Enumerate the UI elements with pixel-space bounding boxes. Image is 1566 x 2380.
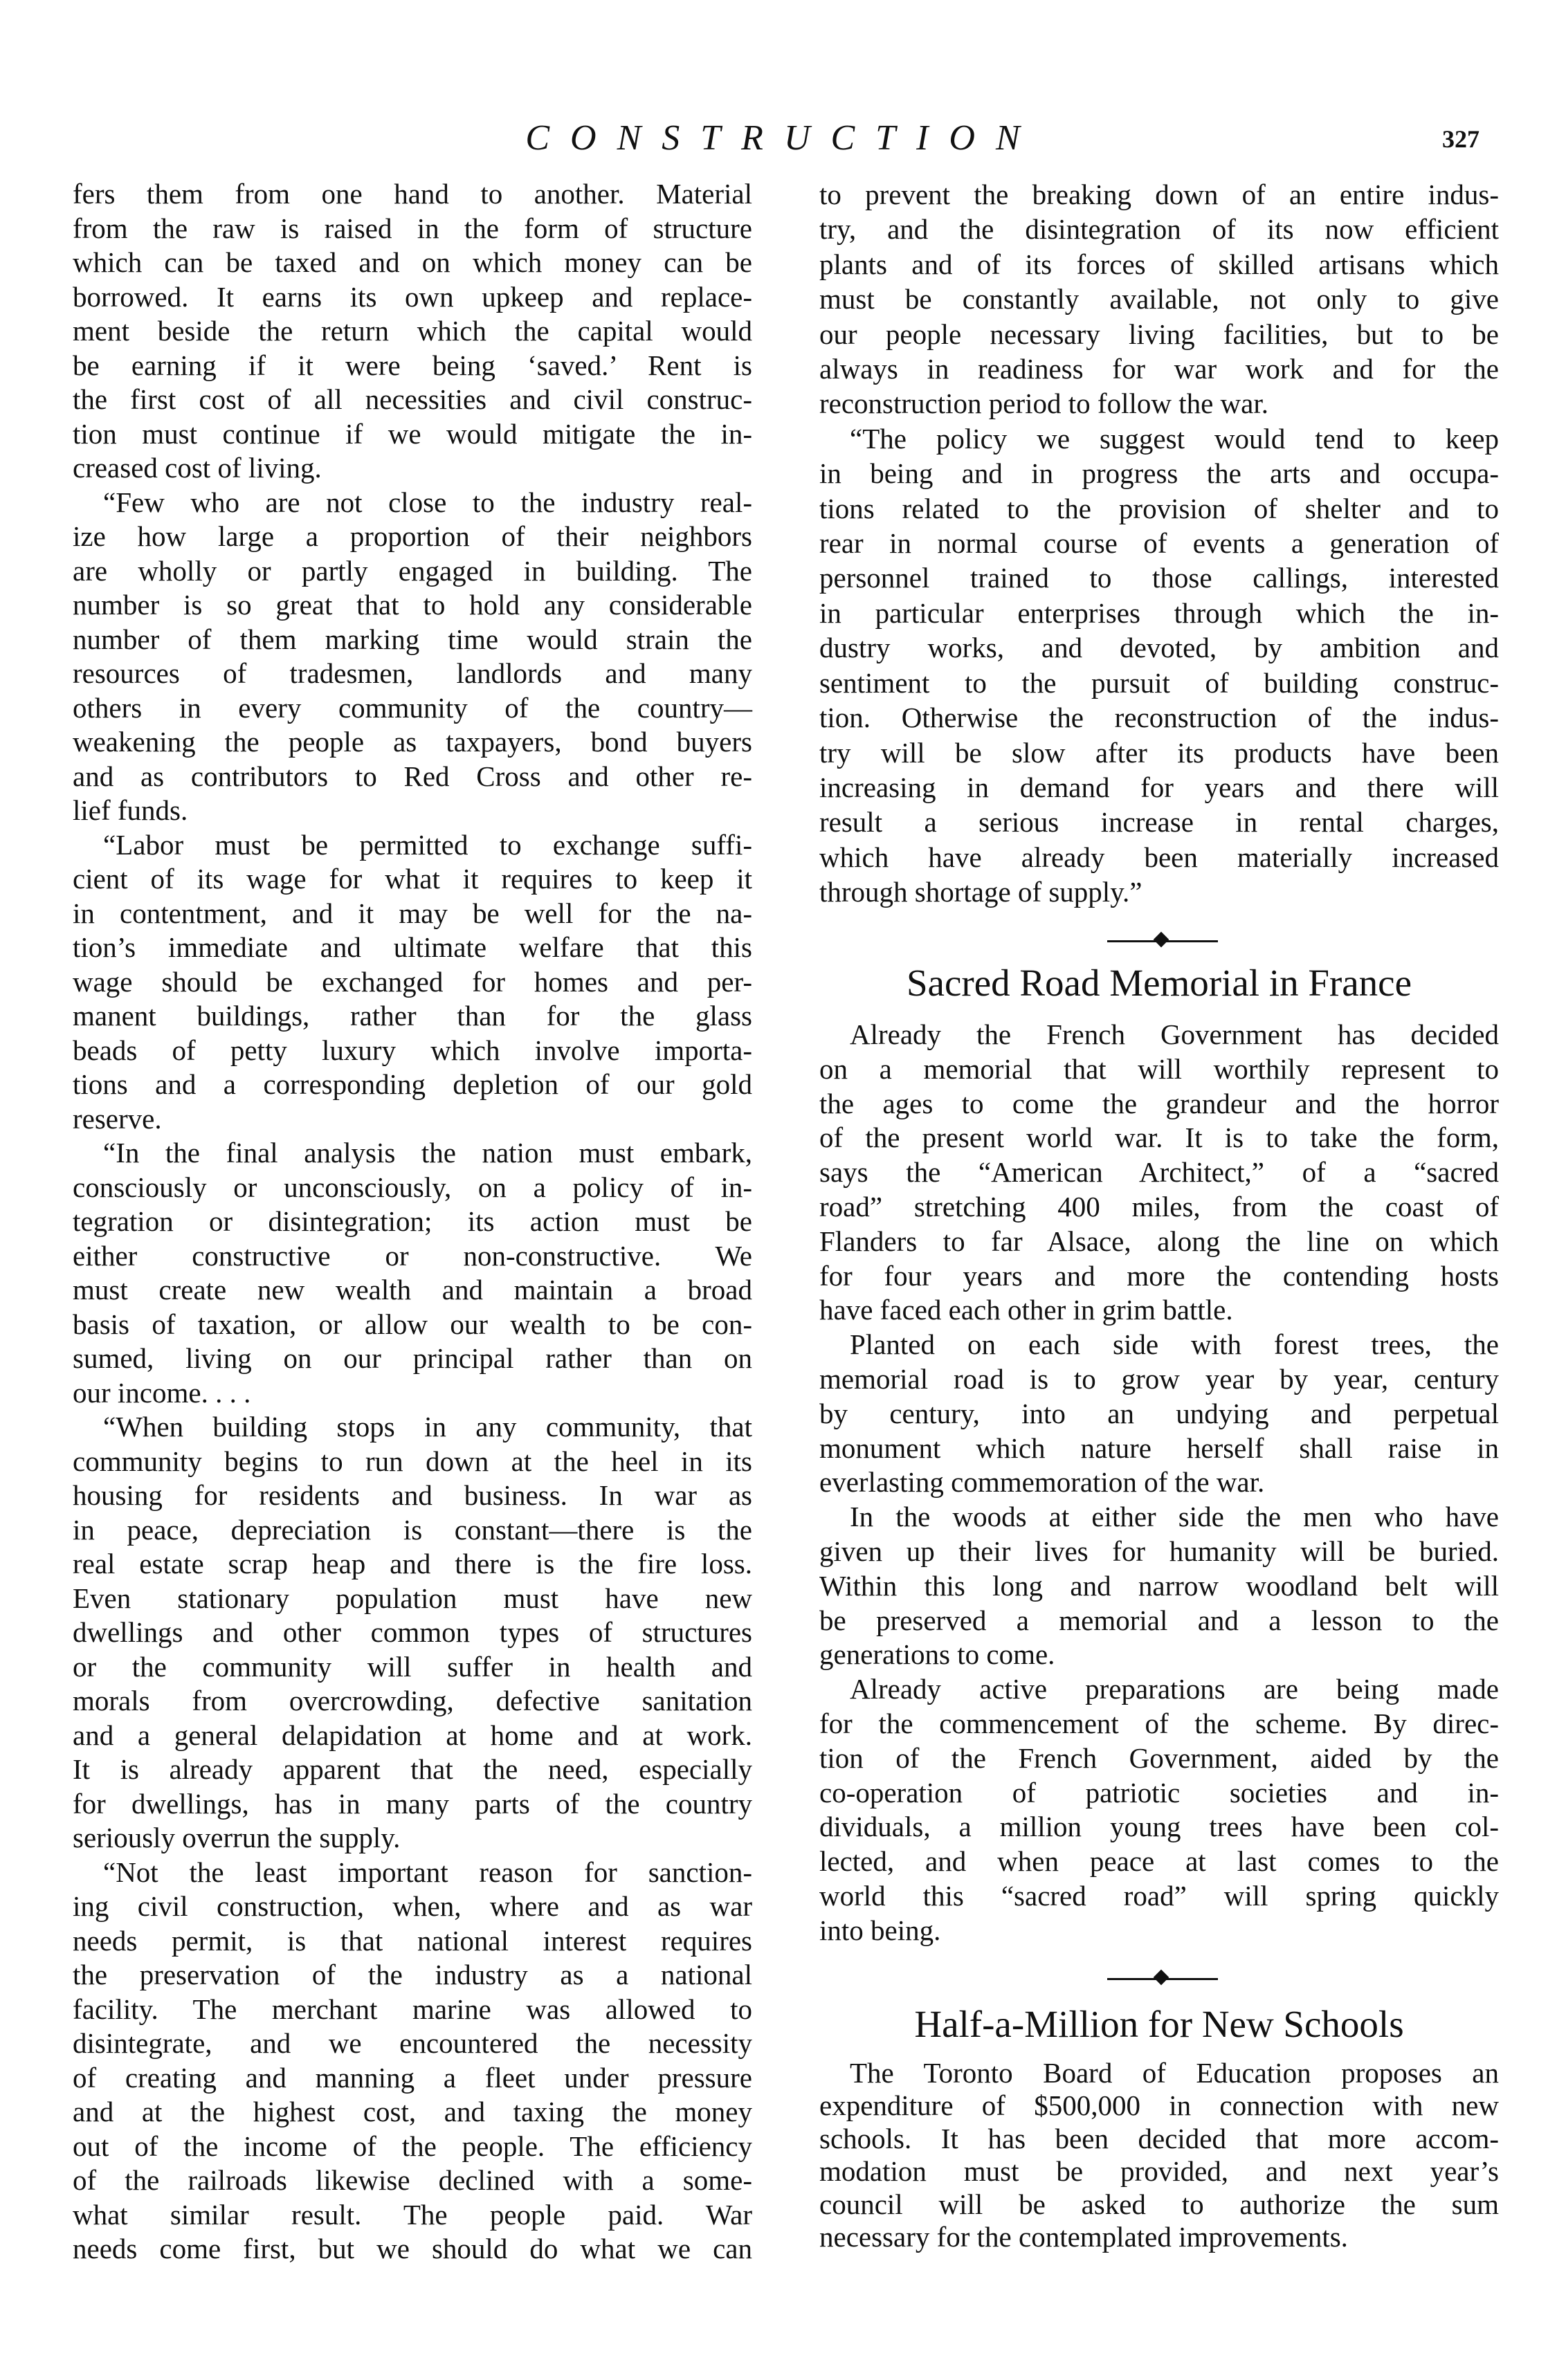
- text-line: everlasting commemoration of the war.: [819, 1466, 1265, 1499]
- article-body-new-schools: [819, 2057, 1499, 2253]
- text-line: monument which nature herself shall raise in: [819, 1431, 1499, 1464]
- text-line: world this “sacred road” will spring quickly: [819, 1879, 1499, 1912]
- text-line: says the “American Architect,” of a “sacred: [819, 1156, 1499, 1189]
- text-line: are wholly or partly engaged in building. The: [73, 554, 752, 587]
- text-line: and a general delapidation at home and at work.: [73, 1719, 752, 1751]
- text-line: generations to come.: [819, 1638, 1055, 1671]
- article-body-sacred-road: [819, 1018, 1499, 1948]
- text-line: given up their lives for humanity will be buried.: [819, 1535, 1499, 1567]
- text-line: what similar result. The people paid. War: [73, 2198, 752, 2231]
- page-number: 327: [1442, 125, 1479, 153]
- text-line: dwellings and other common types of structures: [73, 1616, 752, 1648]
- text-line: have faced each other in grim battle.: [819, 1294, 1233, 1326]
- text-line: sumed, living on our principal rather than on: [73, 1342, 752, 1374]
- text-line: tion must continue if we would mitigate the in-: [73, 417, 752, 450]
- text-line: “In the final analysis the nation must embark,: [103, 1137, 752, 1169]
- text-line: for four years and more the contending hosts: [819, 1259, 1499, 1292]
- text-line: personnel trained to those callings, interested: [819, 562, 1499, 594]
- paragraph: [819, 177, 1499, 421]
- text-line: in peace, depreciation is constant—there is the: [73, 1513, 752, 1546]
- paragraph: [819, 421, 1499, 910]
- text-line: ize how large a proportion of their neighbors: [73, 520, 752, 552]
- section-divider-ornament: [1107, 1975, 1218, 1982]
- text-line: number of them marking time would strain the: [73, 623, 752, 655]
- text-line: or the community will suffer in health and: [73, 1650, 752, 1683]
- text-line: basis of taxation, or allow our wealth to be con-: [73, 1308, 752, 1340]
- text-line: to prevent the breaking down of an entire indus-: [819, 178, 1499, 210]
- text-line: either constructive or non-constructive. We: [73, 1239, 752, 1272]
- text-line: creased cost of living.: [73, 452, 322, 484]
- text-line: dustry works, and devoted, by ambition and: [819, 632, 1499, 664]
- section-divider-ornament: [1107, 937, 1218, 944]
- text-line: the first cost of all necessities and civil construc-: [73, 383, 752, 415]
- text-line: seriously overrun the supply.: [73, 1822, 401, 1853]
- text-line: In the woods at either side the men who have: [850, 1501, 1499, 1533]
- text-line: borrowed. It earns its own upkeep and replace-: [73, 280, 752, 313]
- text-line: co-operation of patriotic societies and in-: [819, 1776, 1499, 1809]
- paragraph: [73, 1410, 752, 1856]
- text-line: real estate scrap heap and there is the fire loss.: [73, 1548, 752, 1580]
- text-line: of the present world war. It is to take the form,: [819, 1122, 1499, 1154]
- text-line: wage should be exchanged for homes and per-: [73, 965, 752, 998]
- text-line: schools. It has been decided that more accom-: [819, 2122, 1499, 2154]
- text-line: needs come first, but we should do what we can: [73, 2233, 752, 2264]
- text-line: cient of its wage for what it requires to keep it: [73, 863, 752, 895]
- text-line: of creating and manning a fleet under pressure: [73, 2061, 752, 2094]
- right-column-continuation: [819, 177, 1499, 910]
- text-line: road” stretching 400 miles, from the coast of: [819, 1190, 1499, 1223]
- text-line: beads of petty luxury which involve importa-: [73, 1034, 752, 1066]
- text-line: “Labor must be permitted to exchange suffi-: [103, 828, 752, 861]
- text-line: modation must be provided, and next year’s: [819, 2155, 1499, 2188]
- text-line: try, and the disintegration of its now efficient: [819, 213, 1499, 246]
- text-line: Already the French Government has decided: [850, 1018, 1499, 1050]
- text-line: rear in normal course of events a generation of: [819, 527, 1499, 560]
- text-line: tion. Otherwise the reconstruction of the indus-: [819, 702, 1499, 734]
- text-line: be earning if it were being ‘saved.’ Rent is: [73, 349, 752, 381]
- text-line: out of the income of the people. The efficiency: [73, 2130, 752, 2162]
- text-line: fers them from one hand to another. Material: [73, 178, 752, 210]
- article-heading-sacred-road: Sacred Road Memorial in France: [906, 962, 1412, 1004]
- text-line: result a serious increase in rental charges,: [819, 806, 1499, 839]
- text-line: in particular enterprises through which the in-: [819, 596, 1499, 629]
- text-line: always in readiness for war work and for the: [819, 353, 1499, 385]
- text-line: The Toronto Board of Education proposes an: [850, 2057, 1499, 2089]
- paragraph: [819, 1018, 1499, 1328]
- text-line: “Not the least important reason for sanction-: [103, 1856, 752, 1888]
- text-line: our income. . . .: [73, 1376, 251, 1409]
- text-line: in being and in progress the arts and occupa-: [819, 457, 1499, 490]
- left-column: [73, 177, 752, 2267]
- text-line: “Few who are not close to the industry real-: [103, 486, 752, 518]
- text-line: council will be asked to authorize the sum: [819, 2188, 1499, 2220]
- text-line: resources of tradesmen, landlords and many: [73, 657, 752, 689]
- text-line: manent buildings, rather than for the glass: [73, 1000, 752, 1032]
- text-line: facility. The merchant marine was allowed to: [73, 1993, 752, 2025]
- text-line: try will be slow after its products have been: [819, 736, 1499, 769]
- text-line: tions and a corresponding depletion of our gold: [73, 1068, 752, 1100]
- text-line: weakening the people as taxpayers, bond buyers: [73, 726, 752, 758]
- text-line: increasing in demand for years and there will: [819, 771, 1499, 803]
- text-line: community begins to run down at the heel in its: [73, 1445, 752, 1477]
- paragraph: [819, 1328, 1499, 1500]
- paragraph: [73, 828, 752, 1137]
- text-line: by century, into an undying and perpetual: [819, 1397, 1499, 1429]
- text-line: morals from overcrowding, defective sanitation: [73, 1685, 752, 1717]
- text-line: of the railroads likewise declined with a some-: [73, 2164, 752, 2196]
- text-line: It is already apparent that the need, especially: [73, 1753, 752, 1785]
- paragraph: [73, 177, 752, 486]
- text-line: housing for residents and business. In war as: [73, 1479, 752, 1511]
- text-line: must be constantly available, not only to give: [819, 283, 1499, 315]
- text-line: others in every community of the country—: [73, 691, 752, 724]
- paragraph: [819, 1500, 1499, 1672]
- text-line: from the raw is raised in the form of structure: [73, 212, 752, 244]
- paragraph: [819, 2057, 1499, 2253]
- text-line: “The policy we suggest would tend to keep: [850, 422, 1499, 455]
- text-line: “When building stops in any community, that: [103, 1411, 752, 1443]
- text-line: reserve.: [73, 1102, 162, 1135]
- text-line: on a memorial that will worthily represent to: [819, 1052, 1499, 1085]
- text-line: number is so great that to hold any considerable: [73, 589, 752, 621]
- text-line: Within this long and narrow woodland belt will: [819, 1569, 1499, 1602]
- text-line: be preserved a memorial and a lesson to the: [819, 1604, 1499, 1636]
- paragraph: [73, 1136, 752, 1410]
- text-line: needs permit, is that national interest requires: [73, 1924, 752, 1957]
- text-line: tions related to the provision of shelter and to: [819, 492, 1499, 524]
- paragraph: [73, 486, 752, 828]
- text-line: the preservation of the industry as a national: [73, 1959, 752, 1990]
- text-line: necessary for the contemplated improvements.: [819, 2221, 1348, 2253]
- text-line: and at the highest cost, and taxing the money: [73, 2096, 752, 2127]
- text-line: in contentment, and it may be well for the na-: [73, 897, 752, 929]
- text-line: tion’s immediate and ultimate welfare that this: [73, 931, 752, 963]
- text-line: and as contributors to Red Cross and other re-: [73, 760, 752, 792]
- text-line: through shortage of supply.”: [819, 876, 1142, 908]
- paragraph: [73, 1856, 752, 2267]
- text-line: into being.: [819, 1914, 941, 1946]
- text-line: for the commencement of the scheme. By direc-: [819, 1707, 1499, 1739]
- text-line: memorial road is to grow year by year, century: [819, 1362, 1499, 1395]
- text-line: Even stationary population must have new: [73, 1582, 752, 1614]
- text-line: disintegrate, and we encountered the necessity: [73, 2027, 752, 2059]
- text-line: Already active preparations are being made: [850, 1673, 1499, 1705]
- text-line: which can be taxed and on which money can be: [73, 246, 752, 278]
- text-line: ment beside the return which the capital would: [73, 315, 752, 347]
- text-line: expenditure of $500,000 in connection with new: [819, 2089, 1499, 2122]
- text-line: consciously or unconsciously, on a policy of in-: [73, 1171, 752, 1203]
- text-line: for dwellings, has in many parts of the country: [73, 1787, 752, 1820]
- text-line: Flanders to far Alsace, along the line on which: [819, 1225, 1499, 1257]
- text-line: lected, and when peace at last comes to the: [819, 1845, 1499, 1878]
- text-line: dividuals, a million young trees have been col-: [819, 1811, 1499, 1843]
- text-line: reconstruction period to follow the war.: [819, 387, 1268, 420]
- text-line: Planted on each side with forest trees, the: [850, 1328, 1499, 1361]
- text-line: sentiment to the pursuit of building construc-: [819, 666, 1499, 699]
- text-line: plants and of its forces of skilled artisans which: [819, 248, 1499, 280]
- text-line: our people necessary living facilities, but to be: [819, 318, 1499, 350]
- text-line: lief funds.: [73, 794, 188, 826]
- text-line: tegration or disintegration; its action must be: [73, 1205, 752, 1237]
- article-heading-new-schools: Half-a-Million for New Schools: [914, 2003, 1404, 2045]
- text-line: which have already been materially increased: [819, 841, 1499, 873]
- text-line: must create new wealth and maintain a broad: [73, 1274, 752, 1306]
- text-line: tion of the French Government, aided by the: [819, 1741, 1499, 1774]
- running-head-title: CONSTRUCTION: [525, 118, 1041, 158]
- paragraph: [819, 1672, 1499, 1948]
- text-line: the ages to come the grandeur and the horror: [819, 1087, 1499, 1119]
- text-line: ing civil construction, when, where and as war: [73, 1890, 752, 1922]
